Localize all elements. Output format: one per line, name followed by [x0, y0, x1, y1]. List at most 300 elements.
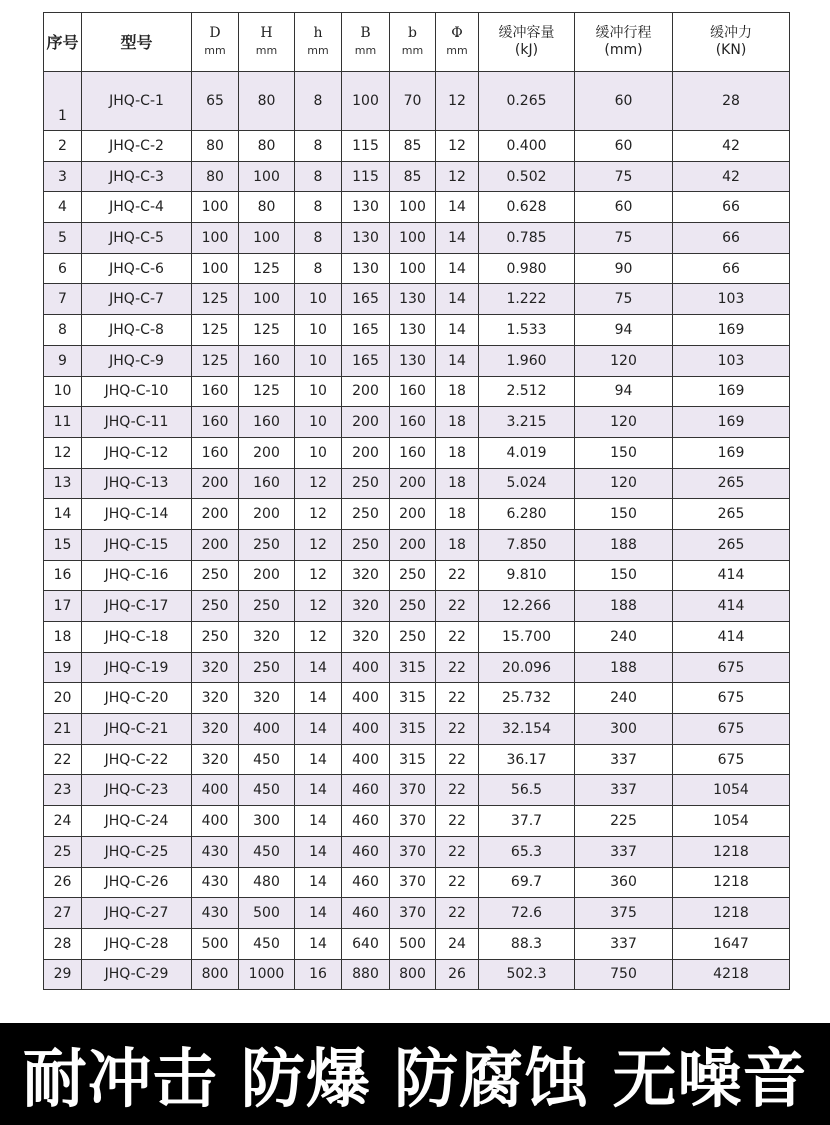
- cell-seq: 27: [44, 898, 82, 929]
- cell-d: 400: [192, 806, 239, 837]
- table-row: [44, 72, 790, 131]
- cell-d: 430: [192, 898, 239, 929]
- cell-b-upper: 400: [342, 744, 390, 775]
- cell-h-lower: 14: [295, 714, 342, 745]
- cell-capacity: 0.502: [479, 161, 575, 192]
- cell-h-lower: 8: [295, 192, 342, 223]
- cell-d: 320: [192, 744, 239, 775]
- cell-h-lower: 14: [295, 652, 342, 683]
- cell-stroke: 225: [575, 806, 673, 837]
- cell-stroke: 188: [575, 652, 673, 683]
- cell-phi: 22: [436, 806, 479, 837]
- cell-h-upper: 500: [239, 898, 295, 929]
- cell-force: 169: [673, 437, 790, 468]
- cell-h-lower: 14: [295, 928, 342, 959]
- table-row: [44, 652, 790, 683]
- cell-b-upper: 460: [342, 806, 390, 837]
- header-d-symbol: D: [209, 25, 221, 41]
- cell-phi: 22: [436, 836, 479, 867]
- table-row: [44, 499, 790, 530]
- cell-model: JHQ-C-22: [82, 744, 192, 775]
- cell-d: 320: [192, 652, 239, 683]
- cell-phi: 18: [436, 407, 479, 438]
- cell-phi: 18: [436, 437, 479, 468]
- cell-d: 160: [192, 407, 239, 438]
- cell-capacity: 9.810: [479, 560, 575, 591]
- cell-capacity: 0.785: [479, 223, 575, 254]
- cell-d: 250: [192, 591, 239, 622]
- cell-b-lower: 370: [390, 836, 436, 867]
- cell-seq: 23: [44, 775, 82, 806]
- cell-model: JHQ-C-13: [82, 468, 192, 499]
- cell-d: 320: [192, 683, 239, 714]
- cell-capacity: 5.024: [479, 468, 575, 499]
- cell-force: 103: [673, 345, 790, 376]
- cell-stroke: 60: [575, 131, 673, 162]
- cell-b-upper: 200: [342, 407, 390, 438]
- cell-force: 1054: [673, 806, 790, 837]
- table-row: [44, 253, 790, 284]
- header-seq: 序号: [44, 13, 82, 72]
- cell-seq: 13: [44, 468, 82, 499]
- cell-phi: 22: [436, 560, 479, 591]
- cell-phi: 14: [436, 345, 479, 376]
- cell-model: JHQ-C-15: [82, 529, 192, 560]
- cell-phi: 14: [436, 315, 479, 346]
- cell-b-lower: 160: [390, 437, 436, 468]
- table-row: [44, 468, 790, 499]
- table-row: [44, 836, 790, 867]
- cell-model: JHQ-C-4: [82, 192, 192, 223]
- cell-b-lower: 315: [390, 744, 436, 775]
- table-row: [44, 898, 790, 929]
- cell-capacity: 0.628: [479, 192, 575, 223]
- cell-b-lower: 130: [390, 284, 436, 315]
- cell-phi: 14: [436, 192, 479, 223]
- cell-force: 414: [673, 591, 790, 622]
- cell-seq: 25: [44, 836, 82, 867]
- cell-force: 66: [673, 223, 790, 254]
- cell-b-upper: 250: [342, 499, 390, 530]
- table-row: [44, 560, 790, 591]
- cell-h-upper: 450: [239, 836, 295, 867]
- spec-table-container: [43, 12, 789, 990]
- cell-d: 160: [192, 376, 239, 407]
- header-h-lower: [295, 13, 342, 72]
- cell-d: 80: [192, 161, 239, 192]
- cell-h-lower: 8: [295, 131, 342, 162]
- cell-h-upper: 125: [239, 253, 295, 284]
- header-h-upper-unit: mm: [255, 44, 278, 57]
- cell-capacity: 88.3: [479, 928, 575, 959]
- cell-seq: 3: [44, 161, 82, 192]
- cell-stroke: 94: [575, 376, 673, 407]
- cell-b-upper: 115: [342, 131, 390, 162]
- footer-slogan: 耐冲击 防爆 防腐蚀 无噪音: [22, 1043, 808, 1117]
- cell-b-lower: 500: [390, 928, 436, 959]
- cell-capacity: 69.7: [479, 867, 575, 898]
- cell-capacity: 65.3: [479, 836, 575, 867]
- cell-b-lower: 85: [390, 161, 436, 192]
- cell-d: 100: [192, 192, 239, 223]
- cell-h-lower: 8: [295, 72, 342, 131]
- cell-h-lower: 14: [295, 806, 342, 837]
- cell-h-lower: 10: [295, 437, 342, 468]
- header-model: 型号: [82, 13, 192, 72]
- cell-d: 125: [192, 315, 239, 346]
- cell-h-lower: 14: [295, 683, 342, 714]
- cell-h-upper: 250: [239, 652, 295, 683]
- cell-stroke: 150: [575, 437, 673, 468]
- cell-capacity: 2.512: [479, 376, 575, 407]
- cell-h-upper: 100: [239, 284, 295, 315]
- cell-phi: 22: [436, 867, 479, 898]
- header-h-lower-symbol: h: [313, 25, 323, 41]
- cell-capacity: 7.850: [479, 529, 575, 560]
- cell-d: 80: [192, 131, 239, 162]
- cell-model: JHQ-C-18: [82, 622, 192, 653]
- cell-h-upper: 80: [239, 131, 295, 162]
- cell-h-lower: 8: [295, 161, 342, 192]
- cell-phi: 12: [436, 161, 479, 192]
- cell-b-lower: 160: [390, 376, 436, 407]
- cell-d: 800: [192, 959, 239, 990]
- cell-b-upper: 400: [342, 714, 390, 745]
- cell-h-lower: 12: [295, 529, 342, 560]
- cell-model: JHQ-C-11: [82, 407, 192, 438]
- cell-force: 169: [673, 315, 790, 346]
- cell-phi: 22: [436, 622, 479, 653]
- cell-model: JHQ-C-2: [82, 131, 192, 162]
- header-capacity-unit: (kJ): [514, 42, 539, 58]
- table-row: [44, 529, 790, 560]
- cell-seq: 5: [44, 223, 82, 254]
- cell-h-lower: 8: [295, 253, 342, 284]
- cell-capacity: 12.266: [479, 591, 575, 622]
- cell-seq: 1: [44, 72, 82, 131]
- cell-b-upper: 130: [342, 192, 390, 223]
- cell-b-lower: 250: [390, 560, 436, 591]
- cell-stroke: 337: [575, 744, 673, 775]
- cell-model: JHQ-C-14: [82, 499, 192, 530]
- cell-stroke: 360: [575, 867, 673, 898]
- header-stroke-unit: (mm): [604, 42, 643, 58]
- cell-model: JHQ-C-8: [82, 315, 192, 346]
- cell-seq: 9: [44, 345, 82, 376]
- cell-h-upper: 125: [239, 376, 295, 407]
- cell-b-lower: 370: [390, 867, 436, 898]
- table-row: [44, 161, 790, 192]
- cell-phi: 18: [436, 376, 479, 407]
- table-row: [44, 591, 790, 622]
- cell-seq: 2: [44, 131, 82, 162]
- cell-seq: 11: [44, 407, 82, 438]
- cell-d: 250: [192, 560, 239, 591]
- cell-seq: 26: [44, 867, 82, 898]
- cell-stroke: 75: [575, 284, 673, 315]
- cell-h-upper: 450: [239, 775, 295, 806]
- cell-h-upper: 100: [239, 161, 295, 192]
- cell-capacity: 0.265: [479, 72, 575, 131]
- cell-b-upper: 250: [342, 529, 390, 560]
- cell-phi: 22: [436, 898, 479, 929]
- cell-model: JHQ-C-7: [82, 284, 192, 315]
- cell-d: 65: [192, 72, 239, 131]
- cell-model: JHQ-C-25: [82, 836, 192, 867]
- cell-force: 675: [673, 714, 790, 745]
- cell-h-lower: 10: [295, 284, 342, 315]
- cell-h-upper: 100: [239, 223, 295, 254]
- cell-h-lower: 12: [295, 468, 342, 499]
- cell-stroke: 120: [575, 345, 673, 376]
- header-stroke: [575, 13, 673, 72]
- spec-table: [43, 12, 790, 990]
- table-row: [44, 345, 790, 376]
- header-b-lower-unit: mm: [401, 44, 424, 57]
- cell-seq: 21: [44, 714, 82, 745]
- cell-h-upper: 400: [239, 714, 295, 745]
- cell-b-upper: 100: [342, 72, 390, 131]
- cell-model: JHQ-C-6: [82, 253, 192, 284]
- table-header-row: [44, 13, 790, 72]
- cell-b-lower: 85: [390, 131, 436, 162]
- cell-capacity: 56.5: [479, 775, 575, 806]
- cell-force: 169: [673, 376, 790, 407]
- cell-b-lower: 370: [390, 775, 436, 806]
- cell-b-upper: 640: [342, 928, 390, 959]
- cell-b-upper: 400: [342, 683, 390, 714]
- cell-capacity: 1.960: [479, 345, 575, 376]
- cell-b-upper: 320: [342, 591, 390, 622]
- cell-force: 675: [673, 652, 790, 683]
- cell-phi: 22: [436, 591, 479, 622]
- cell-seq: 6: [44, 253, 82, 284]
- table-row: [44, 407, 790, 438]
- cell-b-upper: 320: [342, 560, 390, 591]
- cell-stroke: 120: [575, 468, 673, 499]
- cell-capacity: 1.533: [479, 315, 575, 346]
- header-stroke-label: 缓冲行程: [595, 25, 652, 41]
- cell-phi: 22: [436, 683, 479, 714]
- cell-capacity: 20.096: [479, 652, 575, 683]
- cell-seq: 20: [44, 683, 82, 714]
- cell-h-lower: 10: [295, 315, 342, 346]
- header-d-unit: mm: [204, 44, 226, 57]
- cell-stroke: 337: [575, 836, 673, 867]
- cell-capacity: 32.154: [479, 714, 575, 745]
- cell-capacity: 4.019: [479, 437, 575, 468]
- cell-h-lower: 14: [295, 775, 342, 806]
- table-row: [44, 315, 790, 346]
- cell-h-lower: 14: [295, 867, 342, 898]
- cell-phi: 18: [436, 529, 479, 560]
- cell-h-upper: 200: [239, 560, 295, 591]
- cell-b-lower: 130: [390, 345, 436, 376]
- header-h-upper-symbol: H: [260, 25, 273, 41]
- cell-model: JHQ-C-12: [82, 437, 192, 468]
- cell-force: 1054: [673, 775, 790, 806]
- cell-h-upper: 450: [239, 744, 295, 775]
- cell-force: 42: [673, 161, 790, 192]
- cell-h-upper: 1000: [239, 959, 295, 990]
- table-row: [44, 223, 790, 254]
- cell-b-lower: 130: [390, 315, 436, 346]
- cell-stroke: 60: [575, 72, 673, 131]
- cell-stroke: 188: [575, 529, 673, 560]
- cell-stroke: 94: [575, 315, 673, 346]
- cell-h-lower: 12: [295, 499, 342, 530]
- cell-seq: 24: [44, 806, 82, 837]
- cell-h-lower: 10: [295, 345, 342, 376]
- table-row: [44, 959, 790, 990]
- cell-phi: 14: [436, 253, 479, 284]
- header-b-upper-symbol: B: [360, 25, 371, 41]
- cell-force: 265: [673, 529, 790, 560]
- cell-b-lower: 200: [390, 529, 436, 560]
- cell-stroke: 120: [575, 407, 673, 438]
- cell-b-lower: 250: [390, 622, 436, 653]
- cell-b-upper: 115: [342, 161, 390, 192]
- cell-phi: 24: [436, 928, 479, 959]
- cell-b-upper: 165: [342, 284, 390, 315]
- cell-model: JHQ-C-19: [82, 652, 192, 683]
- cell-model: JHQ-C-9: [82, 345, 192, 376]
- cell-d: 200: [192, 529, 239, 560]
- cell-force: 169: [673, 407, 790, 438]
- cell-force: 675: [673, 744, 790, 775]
- cell-h-upper: 320: [239, 683, 295, 714]
- cell-d: 100: [192, 223, 239, 254]
- cell-stroke: 337: [575, 928, 673, 959]
- cell-b-lower: 70: [390, 72, 436, 131]
- cell-force: 265: [673, 468, 790, 499]
- cell-b-upper: 880: [342, 959, 390, 990]
- cell-b-upper: 130: [342, 253, 390, 284]
- cell-force: 66: [673, 253, 790, 284]
- header-b-lower: [390, 13, 436, 72]
- cell-d: 320: [192, 714, 239, 745]
- cell-b-upper: 165: [342, 315, 390, 346]
- table-row: [44, 714, 790, 745]
- cell-h-upper: 160: [239, 345, 295, 376]
- cell-h-upper: 250: [239, 591, 295, 622]
- table-row: [44, 131, 790, 162]
- cell-b-upper: 460: [342, 898, 390, 929]
- cell-stroke: 300: [575, 714, 673, 745]
- cell-d: 125: [192, 284, 239, 315]
- cell-b-lower: 100: [390, 223, 436, 254]
- cell-phi: 22: [436, 652, 479, 683]
- cell-force: 265: [673, 499, 790, 530]
- table-row: [44, 928, 790, 959]
- cell-h-lower: 10: [295, 376, 342, 407]
- cell-seq: 4: [44, 192, 82, 223]
- cell-phi: 12: [436, 72, 479, 131]
- cell-model: JHQ-C-5: [82, 223, 192, 254]
- cell-h-lower: 10: [295, 407, 342, 438]
- cell-stroke: 750: [575, 959, 673, 990]
- cell-model: JHQ-C-24: [82, 806, 192, 837]
- cell-d: 400: [192, 775, 239, 806]
- cell-force: 28: [673, 72, 790, 131]
- cell-d: 200: [192, 499, 239, 530]
- cell-b-lower: 800: [390, 959, 436, 990]
- cell-b-upper: 320: [342, 622, 390, 653]
- header-b-lower-symbol: b: [408, 25, 417, 41]
- cell-seq: 14: [44, 499, 82, 530]
- cell-model: JHQ-C-17: [82, 591, 192, 622]
- cell-seq: 16: [44, 560, 82, 591]
- table-row: [44, 192, 790, 223]
- cell-force: 42: [673, 131, 790, 162]
- cell-force: 414: [673, 622, 790, 653]
- table-row: [44, 867, 790, 898]
- table-row: [44, 775, 790, 806]
- table-row: [44, 437, 790, 468]
- cell-d: 200: [192, 468, 239, 499]
- cell-h-upper: 80: [239, 72, 295, 131]
- cell-force: 4218: [673, 959, 790, 990]
- cell-seq: 22: [44, 744, 82, 775]
- cell-model: JHQ-C-26: [82, 867, 192, 898]
- cell-h-lower: 16: [295, 959, 342, 990]
- cell-force: 414: [673, 560, 790, 591]
- cell-seq: 19: [44, 652, 82, 683]
- cell-capacity: 72.6: [479, 898, 575, 929]
- cell-capacity: 3.215: [479, 407, 575, 438]
- cell-h-upper: 450: [239, 928, 295, 959]
- cell-h-upper: 320: [239, 622, 295, 653]
- cell-stroke: 75: [575, 223, 673, 254]
- cell-seq: 15: [44, 529, 82, 560]
- cell-model: JHQ-C-16: [82, 560, 192, 591]
- cell-phi: 18: [436, 468, 479, 499]
- cell-b-upper: 200: [342, 437, 390, 468]
- cell-seq: 12: [44, 437, 82, 468]
- cell-phi: 26: [436, 959, 479, 990]
- cell-stroke: 75: [575, 161, 673, 192]
- cell-phi: 22: [436, 744, 479, 775]
- cell-seq: 18: [44, 622, 82, 653]
- cell-d: 160: [192, 437, 239, 468]
- cell-b-lower: 315: [390, 652, 436, 683]
- cell-b-upper: 165: [342, 345, 390, 376]
- cell-h-upper: 200: [239, 437, 295, 468]
- footer-banner: [0, 1023, 830, 1125]
- table-body: [44, 72, 790, 990]
- cell-b-lower: 200: [390, 499, 436, 530]
- cell-b-upper: 460: [342, 836, 390, 867]
- cell-d: 430: [192, 836, 239, 867]
- cell-h-upper: 480: [239, 867, 295, 898]
- cell-b-lower: 250: [390, 591, 436, 622]
- cell-phi: 14: [436, 223, 479, 254]
- table-row: [44, 622, 790, 653]
- cell-capacity: 6.280: [479, 499, 575, 530]
- header-capacity-label: 缓冲容量: [498, 25, 555, 41]
- cell-b-lower: 315: [390, 683, 436, 714]
- cell-d: 250: [192, 622, 239, 653]
- cell-model: JHQ-C-29: [82, 959, 192, 990]
- cell-seq: 17: [44, 591, 82, 622]
- table-row: [44, 376, 790, 407]
- cell-d: 430: [192, 867, 239, 898]
- cell-stroke: 337: [575, 775, 673, 806]
- header-h-upper: [239, 13, 295, 72]
- cell-force: 1647: [673, 928, 790, 959]
- cell-d: 100: [192, 253, 239, 284]
- header-b-upper: [342, 13, 390, 72]
